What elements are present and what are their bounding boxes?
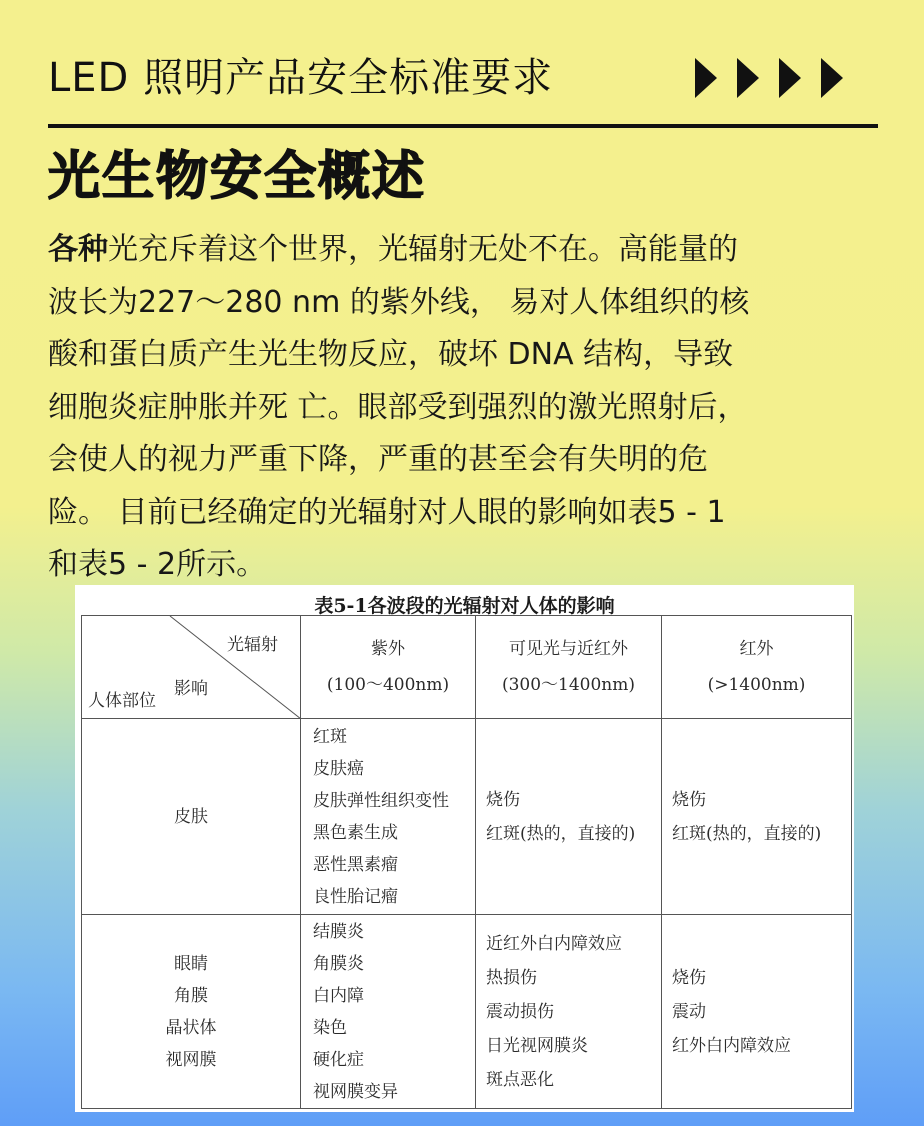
body-lead: 各种 (48, 232, 108, 267)
cell-ir-effects (662, 719, 852, 915)
body-line: 险。 目前已经确定的光辐射对人眼的影响如表5 - 1 (48, 494, 726, 530)
table-corner-cell (82, 616, 301, 719)
header-uv-range: (100～400nm) (326, 675, 450, 695)
body-line: 会使人的视力严重下降，严重的甚至会有失明的危 (48, 442, 708, 477)
header-visible-range: (300～1400nm) (501, 675, 636, 695)
table-caption: 表5-1各波段的光辐射对人体的影响 (314, 595, 615, 617)
body-line: 和表5 - 2所示。 (48, 547, 267, 582)
effect-item: 日光视网膜炎 (486, 1035, 588, 1056)
effect-item: 良性胎记瘤 (313, 886, 398, 907)
arrow-right-icon (695, 58, 717, 98)
section-title: 光生物安全概述 (48, 147, 427, 207)
effect-item: 红斑(热的，直接的) (486, 823, 636, 844)
body-line-text: 光充斥着这个世界，光辐射无处不在。高能量的 (108, 232, 738, 267)
header-visible (476, 616, 662, 719)
effect-item: 烧伤 (672, 789, 706, 810)
arrow-right-icon (737, 58, 759, 98)
header-ir-range: (>1400nm) (707, 675, 806, 695)
body-part-label: 皮肤 (174, 806, 208, 827)
header-title: LED 照明产品安全标准要求 (48, 55, 554, 101)
header-ir-name: 红外 (739, 639, 774, 659)
body-part-label: 晶状体 (165, 1017, 217, 1038)
effect-item: 硬化症 (313, 1049, 364, 1070)
radiation-effects-table (81, 615, 852, 1109)
effect-item: 震动损伤 (486, 1001, 554, 1022)
header-visible-name: 可见光与近红外 (509, 639, 628, 659)
header-uv (301, 616, 476, 719)
body-part-label: 眼睛 (174, 953, 208, 974)
table-row-skin (82, 719, 852, 915)
arrow-group (695, 58, 855, 100)
cell-uv-effects (301, 915, 476, 1109)
effect-item: 结膜炎 (313, 921, 364, 942)
effect-item: 红斑 (313, 726, 347, 747)
effect-item: 黑色素生成 (313, 822, 398, 843)
effect-item: 近红外白内障效应 (486, 933, 622, 954)
effect-item: 恶性黑素瘤 (313, 854, 398, 875)
cell-visible-effects (476, 915, 662, 1109)
body-part-label: 角膜 (174, 985, 208, 1006)
corner-label-radiation: 光辐射 (227, 635, 278, 655)
cell-visible-effects (476, 719, 662, 915)
effect-item: 角膜炎 (313, 953, 364, 974)
body-line: 酸和蛋白质产生光生物反应，破坏 DNA 结构，导致 (48, 337, 734, 372)
arrow-right-icon (779, 58, 801, 98)
effect-item: 视网膜变异 (313, 1081, 398, 1102)
table-image (75, 585, 854, 1112)
header-divider (48, 124, 878, 128)
effect-item: 白内障 (313, 985, 364, 1006)
effect-item: 皮肤弹性组织变性 (313, 790, 449, 811)
body-part-label: 视网膜 (165, 1049, 217, 1070)
header-ir (662, 616, 852, 719)
corner-label-effect: 影响 (174, 679, 208, 699)
body-line: 细胞炎症肿胀并死 亡。眼部受到强烈的激光照射后， (48, 389, 748, 425)
cell-ir-effects (662, 915, 852, 1109)
effect-item: 烧伤 (672, 967, 706, 988)
effect-item: 斑点恶化 (486, 1069, 554, 1090)
cell-uv-effects (301, 719, 476, 915)
body-line: 波长为227～280 nm 的紫外线， 易对人体组织的核 (48, 284, 750, 320)
effect-item: 烧伤 (486, 789, 520, 810)
corner-label-body-part: 人体部位 (88, 691, 156, 711)
effect-item: 皮肤癌 (313, 758, 364, 779)
table-header-row (82, 616, 852, 719)
header-uv-name: 紫外 (371, 639, 405, 659)
arrow-right-icon (821, 58, 843, 98)
body-paragraph (48, 224, 878, 592)
effect-item: 热损伤 (486, 967, 537, 988)
body-line (48, 224, 878, 277)
cell-body-part (82, 915, 301, 1109)
effect-item: 红外白内障效应 (672, 1035, 791, 1056)
effect-item: 震动 (672, 1001, 706, 1022)
effect-item: 染色 (313, 1017, 347, 1038)
cell-body-part (82, 719, 301, 915)
table-row-eye (82, 915, 852, 1109)
effect-item: 红斑(热的，直接的) (672, 823, 822, 844)
